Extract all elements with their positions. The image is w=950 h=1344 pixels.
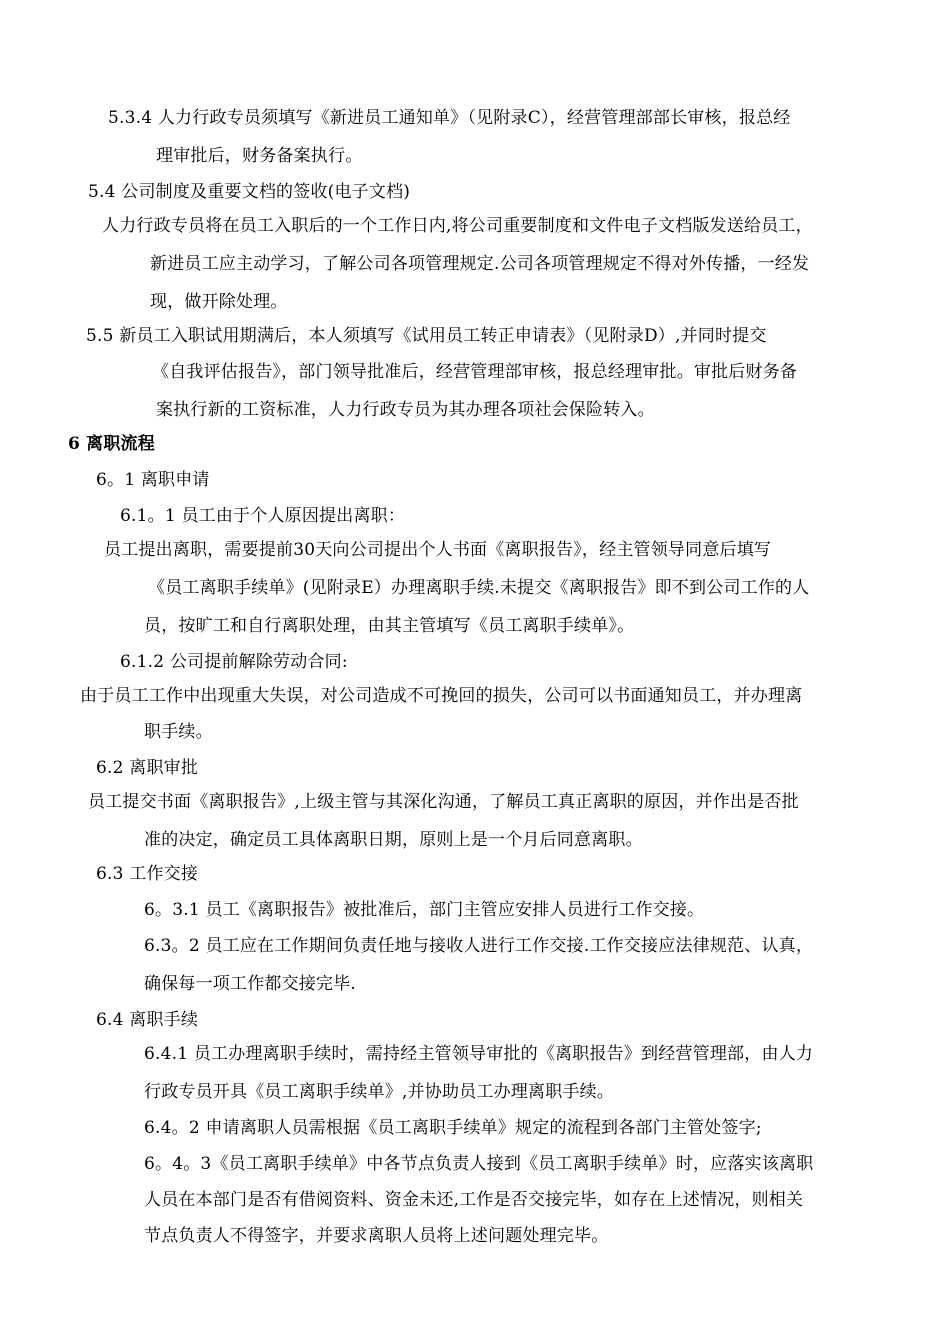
para-6-1-2-line-2: 职手续。 (144, 722, 213, 742)
para-5-5-line-1: 5.5 新员工入职试用期满后，本人须填写《试用员工转正申请表》（见附录D）,并同时提交 (86, 326, 767, 346)
section-6-4-heading: 6.4 离职手续 (96, 1010, 199, 1030)
para-6-1-1-line-1: 员工提出离职，需要提前30天向公司提出个人书面《离职报告》，经主管领导同意后填写 (104, 540, 772, 560)
section-6-3-heading: 6.3 工作交接 (96, 864, 199, 884)
para-6-3-1: 6。3.1 员工《离职报告》被批准后，部门主管应安排人员进行工作交接。 (144, 900, 705, 920)
para-6-4-1-line-1: 6.4.1 员工办理离职手续时，需持经主管领导审批的《离职报告》到经营管理部，由人力 (144, 1044, 814, 1064)
para-6-4-3-line-3: 节点负责人不得签字，并要求离职人员将上述问题处理完毕。 (144, 1226, 609, 1246)
para-6-4-3-line-1: 6。4。3《员工离职手续单》中各节点负责人接到《员工离职手续单》时，应落实该离职 (144, 1154, 814, 1174)
para-6-2-line-2: 准的决定，确定员工具体离职日期，原则上是一个月后同意离职。 (144, 830, 643, 850)
para-5-4-line-1: 人力行政专员将在员工入职后的一个工作日内,将公司重要制度和文件电子文档版发送给员工， (102, 216, 813, 236)
section-6-1-2-heading: 6.1.2 公司提前解除劳动合同: (120, 652, 348, 672)
para-5-4-line-3: 现，做开除处理。 (150, 292, 288, 312)
para-6-4-1-line-2: 行政专员开具《员工离职手续单》,并协助员工办理离职手续。 (144, 1082, 615, 1102)
section-6-1-heading: 6。1 离职申请 (96, 470, 210, 490)
para-5-3-4-line-1: 5.3.4 人力行政专员须填写《新进员工通知单》（见附录C），经营管理部部长审核，报总经 (108, 108, 791, 128)
para-5-5-line-2: 《自我评估报告》，部门领导批准后，经营管理部审核，报总经理审批。审批后财务备 (152, 362, 798, 382)
para-5-4-line-2: 新进员工应主动学习，了解公司各项管理规定.公司各项管理规定不得对外传播，一经发 (150, 254, 810, 274)
section-6-2-heading: 6.2 离职审批 (96, 758, 199, 778)
para-6-1-1-line-3: 员，按旷工和自行离职处理，由其主管填写《员工离职手续单》。 (144, 616, 635, 636)
section-5-4-heading: 5.4 公司制度及重要文档的签收(电子文档) (88, 182, 411, 202)
para-5-5-line-3: 案执行新的工资标准，人力行政专员为其办理各项社会保险转入。 (156, 400, 655, 420)
para-6-4-3-line-2: 人员在本部门是否有借阅资料、资金未还,工作是否交接完毕，如存在上述情况，则相关 (144, 1190, 804, 1210)
para-6-3-2-line-1: 6.3。2 员工应在工作期间负责任地与接收人进行工作交接.工作交接应法律规范、认真， (144, 936, 814, 956)
para-6-2-line-1: 员工提交书面《离职报告》,上级主管与其深化沟通，了解员工真正离职的原因，并作出是否批 (88, 792, 799, 812)
section-6-heading: 6 离职流程 (68, 434, 155, 454)
para-6-4-2: 6.4。2 申请离职人员需根据《员工离职手续单》规定的流程到各部门主管处签字; (144, 1118, 762, 1138)
para-5-3-4-line-2: 理审批后，财务备案执行。 (156, 146, 363, 166)
para-6-3-2-line-2: 确保每一项工作都交接完毕. (144, 974, 357, 994)
section-6-1-1-heading: 6.1。1 员工由于个人原因提出离职： (120, 506, 406, 526)
para-6-1-1-line-2: 《员工离职手续单》(见附录E）办理离职手续.未提交《离职报告》即不到公司工作的人 (148, 578, 810, 598)
para-6-1-2-line-1: 由于员工工作中出现重大失误，对公司造成不可挽回的损失，公司可以书面通知员工，并办理离 (80, 686, 803, 706)
